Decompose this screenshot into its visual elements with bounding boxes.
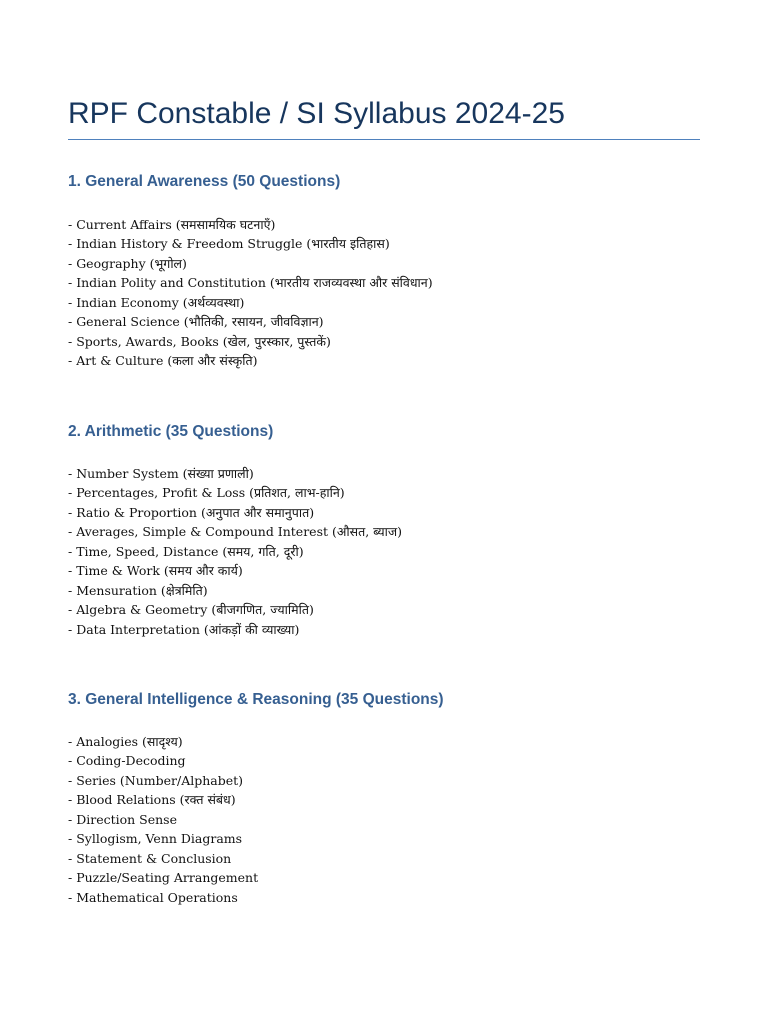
list-item: - Averages, Simple & Compound Interest (औसत, ब्याज): [68, 524, 403, 540]
section-arithmetic: [68, 421, 708, 637]
section-heading: 1. General Awareness (50 Questions): [68, 173, 341, 190]
topic-list: [68, 464, 402, 639]
list-item: - Coding-Decoding: [68, 753, 186, 769]
title-divider: [68, 139, 700, 140]
list-item: - Blood Relations (रक्त संबंध): [68, 792, 236, 808]
section-general-awareness: [68, 171, 708, 369]
list-item: - Syllogism, Venn Diagrams: [68, 831, 243, 847]
list-item: - Series (Number/Alphabet): [68, 772, 244, 788]
list-item: - Percentages, Profit & Loss (प्रतिशत, लाभ-हानि): [68, 485, 345, 501]
list-item: - Puzzle/Seating Arrangement: [68, 870, 259, 886]
list-item: - Geography (भूगोल): [68, 255, 187, 271]
list-item: - Art & Culture (कला और संस्कृति): [68, 353, 258, 369]
topic-list: [68, 215, 433, 371]
section-heading: 2. Arithmetic (35 Questions): [68, 423, 274, 440]
list-item: - Sports, Awards, Books (खेल, पुरस्कार, पुस्तकें): [68, 333, 331, 349]
list-item: - Statement & Conclusion: [68, 850, 232, 866]
list-item: - Indian Economy (अर्थव्यवस्था): [68, 294, 245, 310]
list-item: - General Science (भौतिकी, रसायन, जीवविज्ञान): [68, 314, 324, 330]
list-item: - Number System (संख्या प्रणाली): [68, 466, 254, 481]
list-item: - Analogies (सादृश्य): [68, 734, 183, 749]
section-heading: 3. General Intelligence & Reasoning (35 Questions): [68, 691, 444, 708]
list-item: - Direction Sense: [68, 811, 177, 827]
list-item: - Time, Speed, Distance (समय, गति, दूरी): [68, 543, 304, 559]
list-item: - Mensuration (क्षेत्रमिति): [68, 582, 208, 598]
topic-list: [68, 732, 258, 907]
list-item: - Indian Polity and Constitution (भारतीय राजव्यवस्था और संविधान): [68, 275, 433, 291]
page-title: RPF Constable / SI Syllabus 2024-25: [68, 97, 565, 130]
list-item: - Ratio & Proportion (अनुपात और समानुपात): [68, 504, 315, 520]
list-item: - Data Interpretation (आंकड़ों की व्याख्या): [68, 621, 300, 637]
list-item: - Algebra & Geometry (बीजगणित, ज्यामिति): [68, 602, 314, 618]
list-item: - Current Affairs (समसामयिक घटनाएँ): [68, 217, 276, 232]
list-item: - Mathematical Operations: [68, 889, 238, 905]
list-item: - Indian History & Freedom Struggle (भारतीय इतिहास): [68, 236, 390, 252]
section-reasoning: [68, 689, 708, 905]
list-item: - Time & Work (समय और कार्य): [68, 563, 243, 579]
